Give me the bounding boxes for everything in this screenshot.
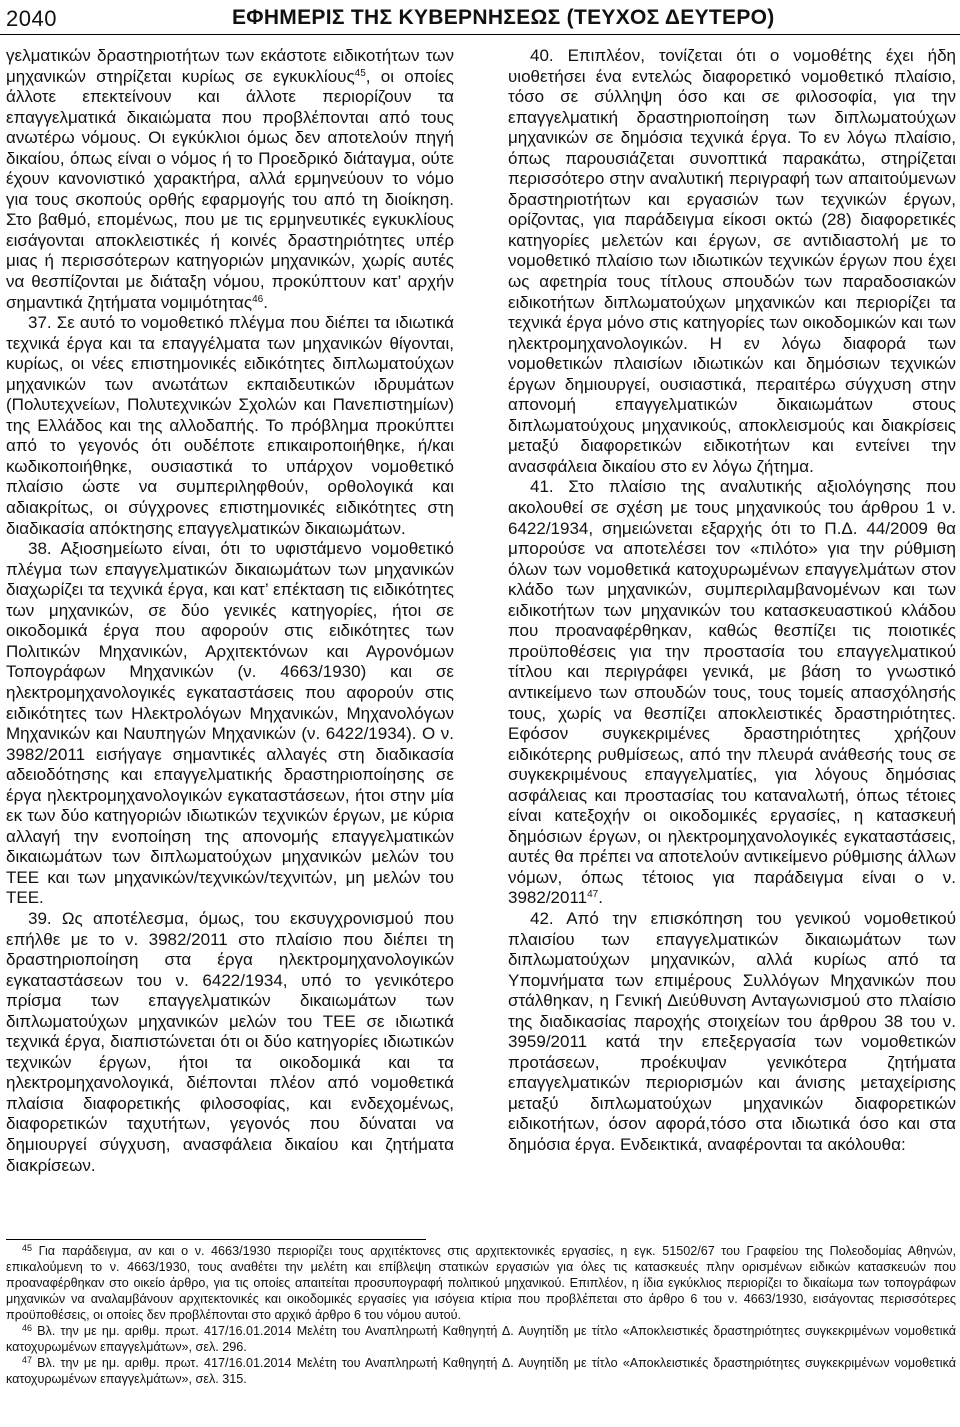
footnote-47: [6, 1355, 956, 1387]
footnotes: [6, 1243, 956, 1387]
left-column: [6, 46, 454, 1176]
footnote-ref-46[interactable]: 46: [252, 293, 264, 305]
paragraph-39: 39. Ως αποτέλεσμα, όμως, του εκσυγχρονισμού που επήλθε με το ν. 3982/2011 στο πλαίσιο που διέπει τη δραστηριοποίηση στα έργα ηλεκτρομηχανολογικών εγκαταστάσεων του ν. 6422/1934, υπό το γενικότερο πρίσμα των επαγγελματικών δικαιωμάτων των διπλωματούχων μηχανικών μελών του ΤΕΕ σε ιδιωτικά τεχνικά έργα, διαπιστώνεται ότι οι δύο κατηγορίες ιδιωτικών τεχνικών έργων, ήτοι τα οικοδομικά και τα ηλεκτρομηχανολογικά, διέπονται πλέον από νομοθετικά πλαίσια διαφορετικής φιλοσοφίας, και ενδεχομένως, διαφορετικών ταχυτήτων, γεγονός που δύναται να δημιουργεί σύγχυση, ανασφάλεια δικαίου και ζητήματα διακρίσεων.: [6, 908, 454, 1175]
paragraph-42: 42. Από την επισκόπηση του γενικού νομοθετικού πλαισίου των επαγγελματικών δικαιωμάτων των διπλωματούχων μηχανικών, αλλά κυρίως από τα Υπομνήματα των επιμέρους Συλλόγων Μηχανικών που στάλθηκαν, η Γενική Διεύθυνση Ανταγωνισμού στο πλαίσιο της διαδικασίας παροχής στοιχείων του άρθρου 38 του ν. 3959/2011 κατά την επεξεργασία των νομοθετικών προτάσεων, προέκυψαν γενικότερα ζητήματα επαγγελματικών περιορισμών και άνισης μεταχείρισης μεταξύ διπλωματούχων μηχανικών διαφορετικών ειδικοτήτων, όσον αφορά,τόσο στα ιδιωτικά όσο και στα δημόσια έργα. Ενδεικτικά, αναφέρονται τα ακόλουθα:: [508, 908, 956, 1154]
footnote-ref-47[interactable]: 47: [587, 889, 599, 901]
paragraph-text: .: [598, 888, 603, 908]
footnote-45: [6, 1243, 956, 1323]
paragraph-37: 37. Σε αυτό το νομοθετικό πλέγμα που διέπει τα ιδιωτικά τεχνικά έργα και τα επαγγέλματα των μηχανικών θίγονται, κυρίως, οι νέες επιστημονικές ειδικότητες διπλωματούχων μηχανικών των ανωτάτων εκπαιδευτικών ιδρυμάτων (Πολυτεχνείων, Πολυτεχνικών Σχολών και Πανεπιστημίων) της Ελλάδος και της αλλοδαπής. Το πρόβλημα προκύπτει από το γεγονός ότι ουδέποτε επικαιροποιήθηκε, ή/και κωδικοποιήθηκε, ουσιαστικά το υπάρχον νομοθετικό πλαίσιο ώστε να συμπεριληφθούν, ορθολογικά και αδιακρίτως, οι σύγχρονες επιστημονικές ειδικότητες στη διαδικασία απόκτησης επαγγελματικών δικαιωμάτων.: [6, 313, 454, 538]
page-header: [0, 0, 960, 44]
gazette-title: ΕΦΗΜΕΡΙΣ ΤΗΣ ΚΥΒΕΡΝΗΣΕΩΣ (ΤΕΥΧΟΣ ΔΕΥΤΕΡΟ): [232, 6, 775, 29]
footnote-text: Βλ. την με ημ. αριθμ. πρωτ. 417/16.01.2014 Μελέτη του Αναπληρωτή Καθηγητή Δ. Αυγητίδη με τίτλο «Αποκλειστικές δραστηριότητες συγκεκριμένων νομοθετικά κατοχυρωμένων επαγγελμάτων», σελ. 315.: [6, 1356, 956, 1386]
page-number: 2040: [6, 6, 57, 31]
paragraph-continued: [6, 46, 454, 313]
footnote-text: Για παράδειγμα, αν και ο ν. 4663/1930 περιορίζει τους αρχιτέκτονες στις αρχιτεκτονικές εργασίες, η εγκ. 51502/67 του Γραφείου της Πολεοδομίας Αθηνών, επικαλούμενη το ν. 4663/1930, τους αναθέτει την μελέτη και επίβλεψη στατικών εργασιών για όλες τις κατασκευές πλην ορισμένων ειδικών κατασκευών που προαναφέρθηκαν στο οικείο άρθρο, για τις οποίες απαιτείται προσυπογραφή πολιτικού μηχανικού. Επιπλέον, η ίδια εγκύκλιος περιορίζει το δικαίωμα των τοπογράφων μηχανικών να αναλαμβάνουν αρχιτεκτονικές και οικοδομικές εργασίες για ισόγεια κτίρια που προβλέπεται στο άρθρο 6 του ν. 4663/1930, εισάγοντας περισσότερες προϋποθέσεις, οι οποίες δεν προβλέπονται στο αρχικό άρθρο 6 του νόμου αυτού.: [6, 1244, 956, 1322]
paragraph-38: 38. Αξιοσημείωτο είναι, ότι το υφιστάμενο νομοθετικό πλέγμα των επαγγελματικών δικαιωμάτων των μηχανικών διαχωρίζει τα τεχνικά έργα, και κατ’ επέκταση τις ειδικότητες των μηχανικών, σε δύο γενικές κατηγορίες, ήτοι σε οικοδομικά έργα που αφορούν στις ειδικότητες των Πολιτικών Μηχανικών, Αρχιτεκτόνων και Αγρονόμων Τοπογράφων Μηχανικών (ν. 4663/1930) και σε ηλεκτρομηχανολογικές εγκαταστάσεις που αφορούν στις ειδικότητες των Ηλεκτρολόγων Μηχανικών, Μηχανολόγων Μηχανικών και Ναυπηγών Μηχανικών (ν. 6422/1934). Ο ν. 3982/2011 εισήγαγε σημαντικές αλλαγές στη διαδικασία αδειοδότησης και επαγγελματικής δραστηριοποίησης σε έργα ηλεκτρομηχανολογικών εγκαταστάσεων, ήτοι στην μία εκ των δύο κατηγοριών ιδιωτικών τεχνικών έργων, με κύρια αλλαγή την ενοποίηση της απονομής επαγγελματικών δικαιωμάτων των διπλωματούχων μηχανικών μελών του ΤΕΕ και των μηχανικών/τεχνικών/τεχνιτών, μη μελών του ΤΕΕ.: [6, 539, 454, 908]
footnote-mark: 47: [22, 1355, 33, 1365]
footnote-mark: 46: [22, 1323, 33, 1333]
right-column: [508, 46, 956, 1156]
header-rule: [0, 34, 960, 35]
paragraph-text: .: [263, 292, 268, 312]
paragraph-text: γελματικών δραστηριοτήτων των εκάστοτε ειδικοτήτων των μηχανικών στηρίζεται κυρίως σε εγκυκλίους: [6, 46, 454, 86]
footnote-text: Βλ. την με ημ. αριθμ. πρωτ. 417/16.01.2014 Μελέτη του Αναπληρωτή Καθηγητή Δ. Αυγητίδη με τίτλο «Αποκλειστικές δραστηριότητες συγκεκριμένων νομοθετικά κατοχυρωμένων επαγγελμάτων», σελ. 296.: [6, 1324, 956, 1354]
paragraph-text: , οι οποίες άλλοτε επεκτείνουν και άλλοτε περιορίζουν τα επαγγελματικά δικαιώματα που προβλέπονται από τους ανωτέρω νόμους. Οι εγκύκλιοι όμως δεν αποτελούν πηγή δικαίου, όπως είναι ο νόμος ή το Προεδρικό διάταγμα, ούτε έχουν κανονιστικό χαρακτήρα, αλλά ερμηνεύουν το νόμο για τους σκοπούς ορθής εφαρμογής του από τη διοίκηση. Στο βαθμό, επομένως, που με τις ερμηνευτικές εγκυκλίους εισάγονται αποκλειστικές ή κοινές δραστηριότητες υπέρ μιας ή περισσότερων κατηγοριών μηχανικών, χωρίς αυτές να θεσπίζονται με διάταξη νόμου, προκύπτουν κατ’ αρχήν σημαντικά ζητήματα νομιμότητας: [6, 66, 455, 312]
footnote-rule: [6, 1239, 426, 1240]
footnote-mark: 45: [22, 1243, 33, 1253]
paragraph-text: 41. Στο πλαίσιο της αναλυτικής αξιολόγησης που ακολουθεί σε σχέση με τους μηχανικούς του άρθρου 1 ν. 6422/1934, σημειώνεται εξαρχής ότι το Π.Δ. 44/2009 θα μπορούσε να αποτελέσει τον «πιλότο» για την ρύθμιση όλων των νομοθετικά κατοχυρωμένων επαγγελμάτων στον κλάδο των μηχανικών, συμπεριλαμβανομένων και των ειδικοτήτων των μηχανικών του κατασκευαστικού κλάδου που προαναφέρθηκαν, καθώς θεσπίζει τις ποιοτικές προϋποθέσεις για την προστασία του επαγγελματικού τίτλου και περιγράφει γενικά, με βάση το γνωστικό αντικείμενο των σπουδών τους, τους τομείς απασχόλησής τους, χωρίς να θεσπίζει αποκλειστικές δραστηριότητες. Εφόσον συγκεκριμένες δραστηριότητες χρήζουν ειδικότερης ρυθμίσεως, από την πλευρά ανάθεσής τους σε συγκεκριμένους επαγγελματίες, για λόγους δημόσιας ασφάλειας και προστασίας του καταναλωτή, όπως τέτοιες είναι κατεξοχήν οι οικοδομικές εργασίες, η κατασκευή δημόσιων έργων, οι ηλεκτρομηχανολογικές εγκαταστάσεις, αυτές θα πρέπει να αποτελούν αντικείμενο ρύθμισης άλλων νόμων, όπως τέτοιος για παράδειγμα είναι ο ν. 3982/2011: [508, 477, 956, 908]
footnote-46: [6, 1323, 956, 1355]
paragraph-40: 40. Επιπλέον, τονίζεται ότι ο νομοθέτης έχει ήδη υιοθετήσει ένα εντελώς διαφορετικό νομοθετικό πλαίσιο, τόσο σε σύλληψη όσο και σε φιλοσοφία, για την επαγγελματική δραστηριοποίηση των διπλωματούχων μηχανικών σε δημόσια τεχνικά έργα. Το εν λόγω πλαίσιο, όπως παρουσιάζεται συνοπτικά παρακάτω, στηρίζεται περισσότερο στην αναλυτική περιγραφή των απαιτούμενων δραστηριοτήτων και εργασιών των τεχνικών έργων, ορίζοντας, για παράδειγμα είκοσι οκτώ (28) διαφορετικές κατηγορίες μελετών και έργων, σε αντιδιαστολή με το νομοθετικό πλαίσιο των ιδιωτικών τεχνικών έργων που έχει ως αφετηρία τους τίτλους σπουδών των παραδοσιακών ειδικοτήτων διπλωματούχων μηχανικών και περιορίζει τα τεχνικά έργα μόνο στις κατηγορίες των οικοδομικών και των ηλεκτρομηχανολογικών. Η εν λόγω διαφορά των νομοθετικών πλαισίων ιδιωτικών και δημόσιων τεχνικών έργων δημιουργεί, ουσιαστικά, περαιτέρω σύγχυση στην απονομή επαγγελματικών δικαιωμάτων στους διπλωματούχους μηχανικούς, αποκλεισμούς και διακρίσεις μεταξύ διαφορετικών ειδικοτήτων και εντείνει την ανασφάλεια δικαίου στο εν λόγω ζήτημα.: [508, 46, 956, 476]
paragraph-41: [508, 477, 956, 908]
footnote-ref-45[interactable]: 45: [354, 67, 366, 79]
